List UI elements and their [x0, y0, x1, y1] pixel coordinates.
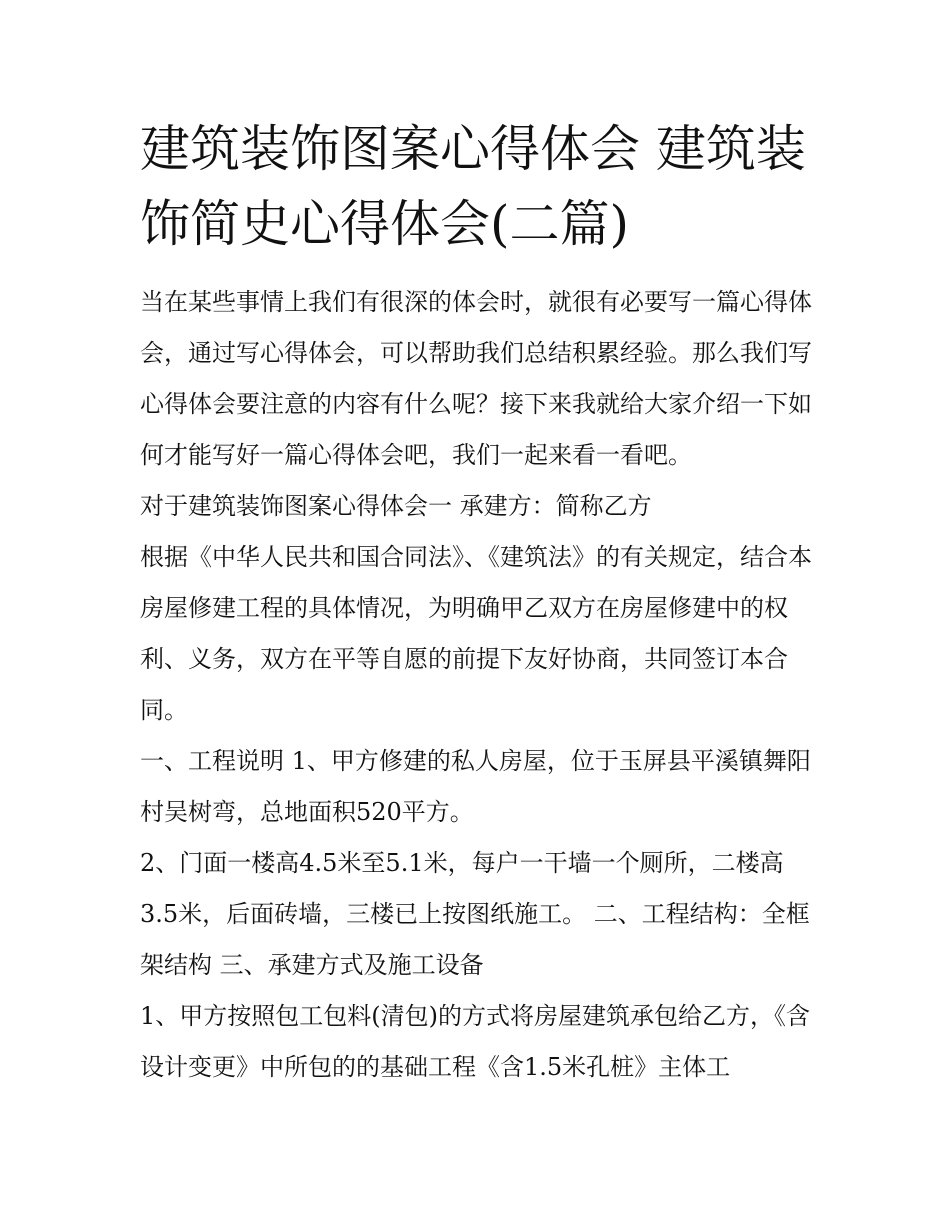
paragraph-contract-method: 1、甲方按照包工包料(清包)的方式将房屋建筑承包给乙方，《含设计变更》中所包的的基础工程《含1.5米孔桩》主体工 [140, 1002, 810, 1081]
document-body [140, 277, 812, 1093]
paragraph-intro: 当在某些事情上我们有很深的体会时，就很有必要写一篇心得体会，通过写心得体会，可以帮助我们总结积累经验。那么我们写心得体会要注意的内容有什么呢？接下来我就给大家介绍一下如何才能写好一篇心得体会吧，我们一起来看一看吧。 [140, 288, 812, 469]
paragraph-contractor: 对于建筑装饰图案心得体会一 承建方：简称乙方 [140, 492, 652, 520]
paragraph-floor-specs: 2、门面一楼高4.5米至5.1米，每户一干墙一个厕所，二楼高3.5米，后面砖墙，三楼已上按图纸施工。 二、工程结构：全框架结构 三、承建方式及施工设备 [140, 849, 810, 979]
paragraph-legal-basis: 根据《中华人民共和国合同法》、《建筑法》的有关规定，结合本房屋修建工程的具体情况，为明确甲乙双方在房屋修建中的权利、义务，双方在平等自愿的前提下友好协商，共同签订本合同。 [140, 543, 812, 724]
paragraph-project-description: 一、工程说明 1、甲方修建的私人房屋，位于玉屏县平溪镇舞阳村吴树弯，总地面积520平方。 [140, 747, 811, 826]
document-title: 建筑装饰图案心得体会 建筑装饰简史心得体会(二篇) [140, 120, 806, 253]
document-page [140, 112, 812, 1093]
